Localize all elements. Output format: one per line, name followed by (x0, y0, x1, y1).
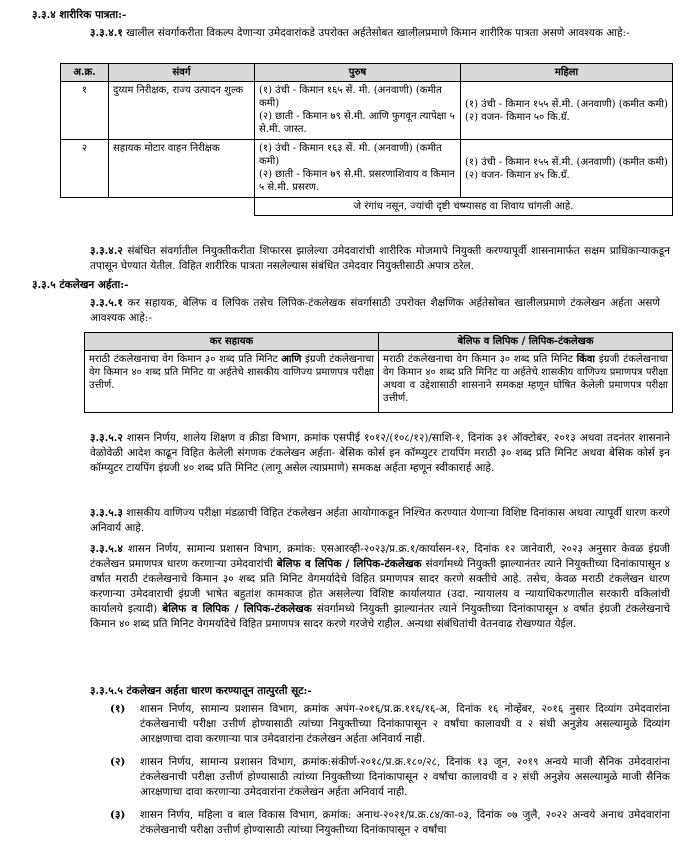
typing-eligibility-table (84, 332, 673, 413)
item-text: शासन निर्णय, महिला व बाल विकास विभाग, क्रमांक: अनाथ-२०२१/प्र.क्र.८४/का-०३, दिनांक ०७ जुलै, २०२२ अन्वये अनाथ उमेदवारांना टंकलेखनाची परीक्षा उत्तीर्ण होण्यासाठी त्यांच्या नियुक्तीच्या दिनांकापासून २ वर्षांचा (140, 809, 670, 836)
exemption-item-1 (110, 702, 670, 747)
paragraph-emphasis: बेलिफ व लिपिक / लिपिक-टंकलेखक (162, 603, 312, 615)
table-footnote: जे रंगांध नसून, ज्यांची दृष्टी चष्म्यासह वा शिवाय चांगली आहे. (255, 198, 673, 216)
item-text: शासन निर्णय, सामान्य प्रशासन विभाग, क्रमांक:संकीर्ण-२०१८/प्र.क्र.१८०/२८, दिनांक १३ जून, २०१९ अन्वये माजी सैनिक उमेदवारांना टंकलेखनाची परीक्षा उत्तीर्ण होण्यासाठी त्यांच्या नियुक्तीच्या दिनांकापासून २ वर्षांचा कालावधी व २ संधी अनुज्ञेय असल्यामुळे माजी सैनिक आरक्षणाचा दावा करणाऱ्या उमेदवारांना टंकलेखन अर्हता अनिवार्य नाही. (140, 756, 670, 798)
physical-eligibility-table (60, 63, 673, 216)
criteria-line: (२) वजन- किमान ४५ कि.ग्रॅ. (465, 169, 570, 181)
bailiff-clerk-requirement (379, 351, 673, 413)
paragraph-3342 (90, 244, 670, 274)
criteria-line: (२) वजन- किमान ५० कि.ग्रॅ. (465, 111, 570, 123)
table-header-tax-assistant: कर सहायक (85, 333, 379, 351)
item-number: (१) (110, 703, 126, 715)
row-cadre: दुय्यम निरीक्षक, राज्य उत्पादन शुल्क (109, 82, 255, 140)
row-female-criteria (461, 140, 673, 198)
paragraph-text: संवर्गामध्ये नियुक्ती झाल्यानंतर त्याने नियुक्तीच्या दिनांकापासून ४ वर्षात मराठी टंकलेखनाचे किमान ३० शब्द प्रति मिनिट वेगमर्यादेचे विहित प्रमाणपत्र सादर करणे सक्तीचे आहे. तसेच, केवळ मराठी टंकलेखन धारण करणाऱ्या उमेदवाराची इंग्रजी भाषेत बहुतांश कामकाज होत असलेल्या विशिष्ट कार्यालयात (उदा. न्यायालय व न्यायाधिकरणातील सरकारी वकिलांची कार्यालये इत्यादी) (90, 558, 671, 615)
item-text: शासन निर्णय, सामान्य प्रशासन विभाग, क्रमांक अपंग-२०१६/प्र.क्र.११६/१६-अ, दिनांक १६ नोव्हेंबर, २०१६ नुसार दिव्यांग उमेदवारांना टंकलेखनाची परीक्षा उत्तीर्ण होण्यासाठी त्यांच्या नियुक्तीच्या दिनांकापासून २ वर्षांचा कालावधी व २ संधी अनुज्ञेय असल्यामुळे दिव्यांग आरक्षणाचा दावा करणाऱ्या पात्र उमेदवारांना टंकलेखन अर्हता अनिवार्य नाही. (140, 703, 670, 745)
criteria-line: (२) छाती - किमान ७९ से.मी. प्रसरणाशिवाय व किमान ५ से.मी. प्रसरण. (259, 169, 455, 193)
table-header-male: पुरुष (255, 64, 461, 82)
section-heading-334: ३.३.४ शारीरिक पात्रता:- (32, 9, 127, 21)
paragraph-number: ३.३.४.२ (90, 245, 123, 257)
requirement-text: मराठी टंकलेखनाचा वेग किमान ३० शब्द प्रति मिनिट (383, 354, 573, 365)
table-row (61, 140, 673, 198)
table-header-bailiff-clerk: बेलिफ व लिपिक / लिपिक-टंकलेखक (379, 333, 673, 351)
criteria-line: (१) उंची - किमान १५५ सें.मी. (अनवाणी) (कमीत कमी) (465, 156, 668, 168)
table-header-serial: अ.क्र. (61, 64, 109, 82)
paragraph-text: संवर्गामध्ये नियुक्ती झाल्यानंतर त्याने नियुक्तीच्या दिनांकापासून ४ वर्षात इंग्रजी टंकलेखनाचे किमान ४० शब्द प्रति मिनिट वेगमर्यादेचे विहित प्रमाणपत्र सादर करणे गरजेचे राहील. अन्यथा संबंधितांची वेतनवाढ रोखण्यात येईल. (90, 603, 670, 630)
criteria-line: (१) उंची - किमान १६३ सें. मी. (अनवाणी) (कमीत कमी) (259, 143, 442, 167)
section-heading-335: ३.३.५ टंकलेखन अर्हता:- (32, 279, 129, 291)
paragraph-number: ३.३.५.२ (90, 432, 123, 444)
tax-assistant-requirement (85, 351, 379, 413)
table-row (61, 82, 673, 140)
item-number: (३) (110, 809, 126, 821)
requirement-conjunction: आणि (281, 354, 302, 365)
paragraph-text: खालील संवर्गाकरीता विकल्प देणाऱ्या उमेदवारांकडे उपरोक्त अर्हतेसोबत खालीलप्रमाणे किमान शारीरिक पात्रता असणे आवश्यक आहे:- (126, 27, 630, 39)
row-number: २ (61, 140, 109, 198)
subsection-heading-3355: ३.३.५.५ टंकलेखन अर्हता धारण करण्यातून तात्पुरती सूट:- (90, 685, 312, 697)
paragraph-3354 (90, 542, 670, 632)
item-number: (२) (110, 756, 126, 768)
paragraph-3353 (90, 506, 670, 536)
row-female-criteria (461, 82, 673, 140)
criteria-line: (१) उंची - किमान १५५ सें.मी. (अनवाणी) (कमीत कमी) (465, 98, 668, 110)
paragraph-text: शासकीय वाणिज्य परीक्षा मंडळाची विहित टंकलेखन अर्हता आयोगाकडून निश्चित करण्यात येणाऱ्या विशिष्ट दिनांकास अथवा त्यापूर्वी धारण करणे अनिवार्य आहे. (90, 507, 670, 534)
exemption-item-3 (110, 808, 670, 838)
exemption-item-2 (110, 755, 670, 800)
row-male-criteria (255, 140, 461, 198)
paragraph-number: ३.३.५.४ (90, 543, 123, 555)
row-cadre: सहायक मोटार वाहन निरीक्षक (109, 140, 255, 198)
paragraph-number: ३.३.४.१ (90, 27, 123, 39)
requirement-text: मराठी टंकलेखनाचा वेग किमान ३० शब्द प्रति मिनिट (89, 354, 278, 365)
paragraph-number: ३.३.५.३ (90, 507, 123, 519)
paragraph-text: कर सहायक, बेलिफ व लिपिक तसेच लिपिक-टंकलेखक संवर्गासाठी उपरोक्त शैक्षणिक अर्हतेसोबत खालीलप्रमाणे टंकलेखन अर्हता असणे आवश्यक आहे:- (90, 297, 660, 324)
table-header-female: महिला (461, 64, 673, 82)
paragraph-3352 (90, 431, 670, 476)
requirement-text: इंग्रजी टंकलेखनाचा वेग किमान ४० शब्द प्रति मिनिट या अर्हतेचे शासकीय वाणिज्य प्रमाणपत्र परीक्षा उत्तीर्ण. (89, 354, 374, 391)
table-header-cadre: संवर्ग (109, 64, 255, 82)
requirement-conjunction: किंवा (576, 354, 595, 365)
paragraph-3341 (90, 26, 660, 41)
criteria-line: (२) छाती - किमान ७९ से.मी. आणि फुगवून त्यापेक्षा ५ से.मी. जास्त. (259, 111, 455, 135)
paragraph-number: ३.३.५.१ (90, 297, 123, 309)
row-male-criteria (255, 82, 461, 140)
criteria-line: (१) उंची - किमान १६५ सें. मी. (अनवाणी) (कमीत कमी) (259, 85, 442, 109)
paragraph-text: शासन निर्णय, सामान्य प्रशासन विभाग, क्रमांक: एसआरव्ही-२०२३/प्र.क्र.१/कार्यासन-१२, दिनांक १२ जानेवारी, २०२३ अनुसार केवळ इंग्रजी टंकलेखन प्रमाणपत्र धारण करणाऱ्या उमेदवारांची (90, 543, 671, 570)
paragraph-text: संबंधित संवर्गातील नियुक्तीकरीता शिफारस झालेल्या उमेदवारांची शारीरिक मोजमापे नियुक्ती करण्यापूर्वी शासनामार्फत सक्षम प्राधिकाऱ्याकडून तपासून घेण्यात येतील. विहित शारीरिक पात्रता नसलेल्यास संबंधित उमेदवार नियुक्तीसाठी अपात्र ठरेल. (90, 245, 670, 272)
paragraph-emphasis: बेलिफ व लिपिक / लिपिक-टंकलेखक (276, 558, 422, 570)
paragraph-3351 (90, 296, 660, 326)
requirement-text: इंग्रजी टंकलेखनाचा वेग किमान ४० शब्द प्रति मिनिट या अर्हतेचे शासकीय वाणिज्य प्रमाणपत्र परीक्षा अथवा व उद्देशासाठी शासनाने समकक्ष म्हणून घोषित केलेली प्रमाणपत्र परीक्षा उत्तीर्ण. (383, 354, 668, 404)
row-number: १ (61, 82, 109, 140)
paragraph-text: शासन निर्णय, शालेय शिक्षण व क्रीडा विभाग, क्रमांक एसपीई १०१२/(१०८/१२)/साशि-१, दिनांक ३१ ऑक्टोबर, २०१३ अथवा तदनंतर शासनाने वेळोवेळी आदेश काढून विहित केलेली संगणक टंकलेखन अर्हता- बेसिक कोर्स इन कॉम्प्युटर टायपिंग मराठी ३० शब्द प्रति मिनिट अथवा बेसिक कोर्स इन कॉम्प्युटर टायपिंग इंग्रजी ४० शब्द प्रति मिनिट (लागू असेल त्याप्रमाणे) समकक्ष अर्हता म्हणून स्वीकारार्ह आहे. (90, 432, 671, 474)
